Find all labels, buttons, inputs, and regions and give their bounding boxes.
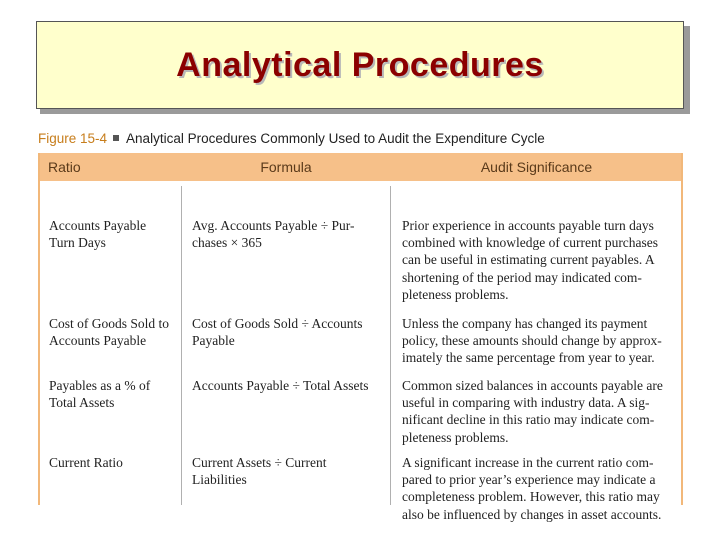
cell-line: Accounts Payable — [49, 218, 147, 233]
header-audit-significance: Audit Significance — [480, 159, 593, 175]
cell-line: pleteness problems. — [402, 286, 509, 302]
cell-line: A significant increase in the current ratio com- — [402, 455, 654, 470]
cell-line: Payables as a % of — [49, 378, 151, 393]
table-body — [40, 181, 681, 522]
cell-line: Avg. Accounts Payable ÷ Pur- — [192, 218, 355, 233]
significance-cell — [402, 315, 662, 367]
bullet-square-icon — [113, 135, 119, 141]
formula-cell — [192, 377, 368, 394]
cell-line: Common sized balances in accounts payable are — [402, 378, 663, 393]
cell-line: Current Ratio — [49, 455, 123, 470]
ratio-cell — [49, 454, 123, 471]
formula-cell — [192, 217, 355, 251]
cell-line: Accounts Payable — [49, 333, 147, 349]
cell-line: imately the same percentage from year to year. — [402, 350, 655, 366]
cell-line: useful in comparing with industry data. A sig- — [402, 395, 650, 411]
cell-line: nificant decline in this ratio may indicate com- — [402, 412, 655, 428]
cell-line: Cost of Goods Sold ÷ Accounts — [192, 316, 363, 331]
cell-line: Current Assets ÷ Current — [192, 455, 327, 470]
header-ratio: Ratio — [48, 159, 81, 175]
cell-line: pared to prior year’s experience may indicate a — [402, 472, 656, 488]
significance-cell — [402, 454, 661, 523]
ratio-cell — [49, 315, 169, 349]
significance-cell — [402, 217, 658, 303]
figure-label: Figure 15-4 — [38, 131, 108, 146]
column-divider — [181, 186, 182, 505]
table-header — [40, 153, 681, 181]
cell-line: also be influenced by changes in asset accounts. — [402, 506, 662, 522]
cell-line: Turn Days — [49, 235, 106, 251]
significance-cell — [402, 377, 663, 446]
cell-line: Accounts Payable ÷ Total Assets — [192, 378, 369, 393]
cell-line: combined with knowledge of current purchases — [402, 235, 659, 251]
formula-cell — [192, 315, 363, 349]
cell-line: Total Assets — [49, 395, 115, 411]
ratio-table — [38, 153, 683, 522]
cell-line: shortening of the period may indicated com- — [402, 269, 642, 285]
formula-cell — [192, 454, 327, 488]
cell-line: Prior experience in accounts payable turn days — [402, 218, 654, 233]
cell-line: policy, these amounts should change by approx- — [402, 333, 662, 349]
cell-line: pleteness problems. — [402, 429, 509, 445]
title-box — [36, 21, 684, 109]
cell-line: completeness problem. However, this ratio may — [402, 489, 660, 505]
ratio-cell — [49, 377, 150, 411]
cell-line: chases × 365 — [192, 235, 262, 251]
figure-caption-text: Analytical Procedures Commonly Used to Audit the Expenditure Cycle — [126, 131, 545, 146]
header-formula: Formula — [260, 159, 312, 175]
cell-line: can be useful in estimating current payables. A — [402, 252, 655, 268]
cell-line: Liabilities — [192, 472, 247, 488]
cell-line: Cost of Goods Sold to — [49, 316, 170, 331]
column-divider — [390, 186, 391, 505]
ratio-cell — [49, 217, 146, 251]
slide-title: Analytical Procedures — [176, 45, 544, 84]
figure-caption — [38, 131, 545, 146]
cell-line: Unless the company has changed its payment — [402, 316, 648, 331]
cell-line: Payable — [192, 333, 235, 349]
